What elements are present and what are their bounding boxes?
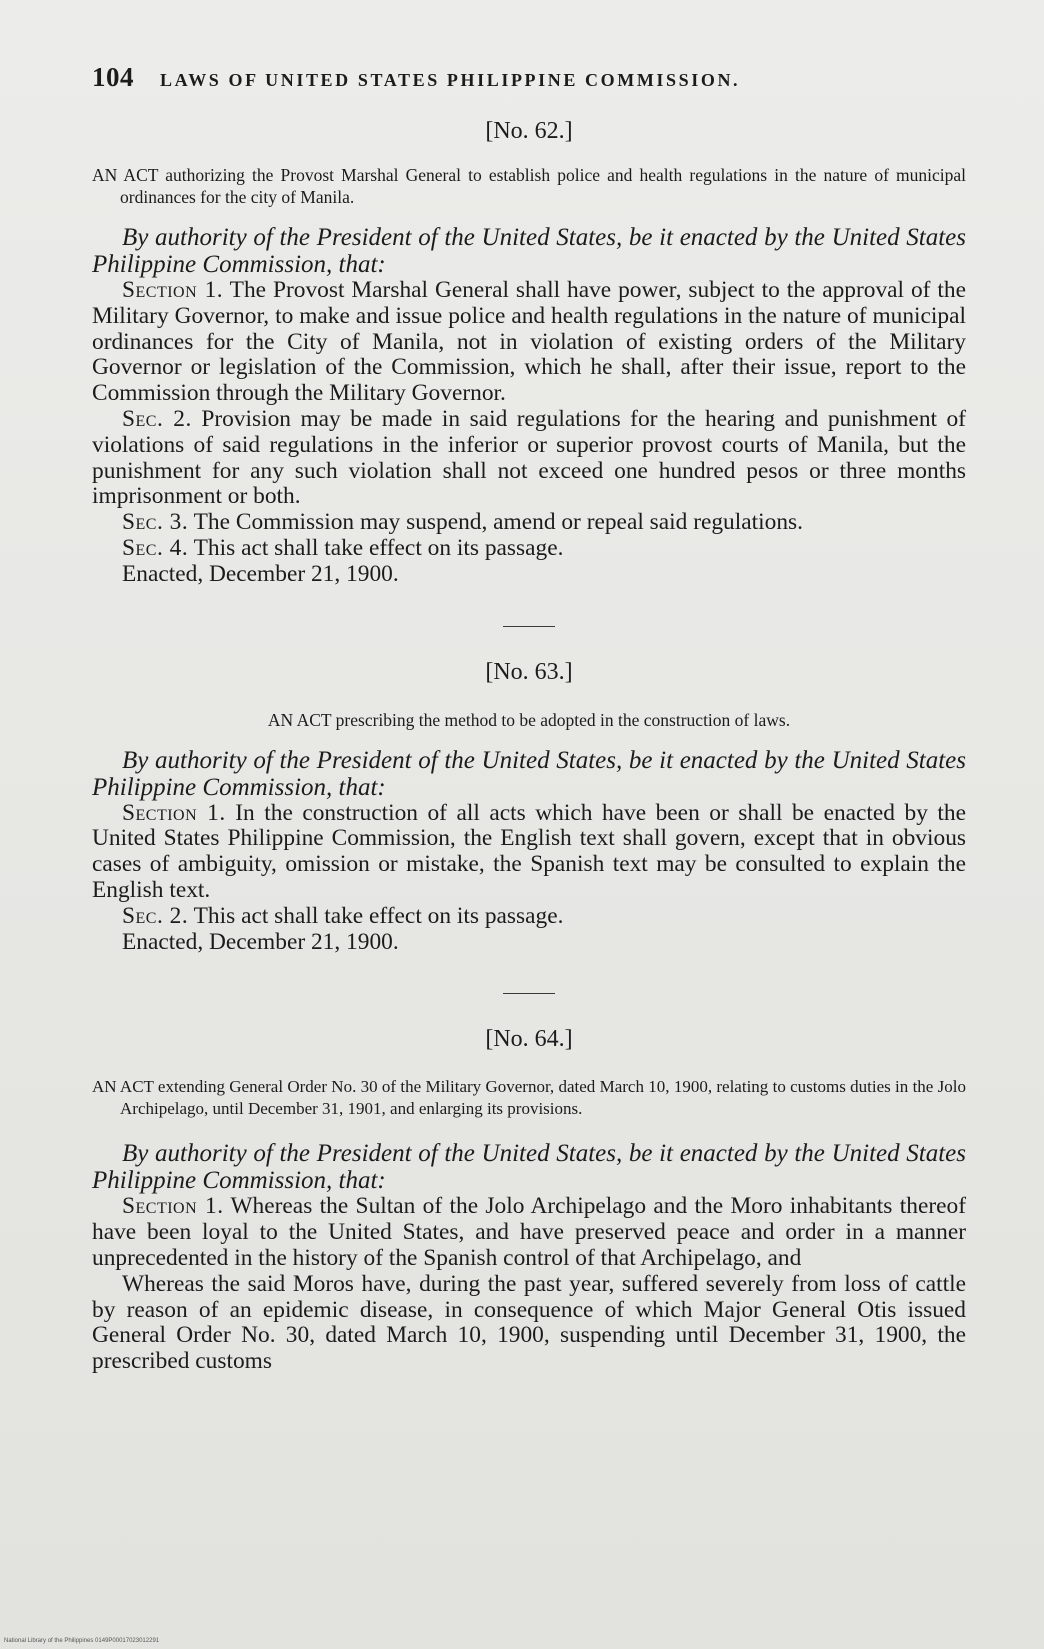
section-text: This act shall take effect on its passage.	[193, 534, 564, 561]
act-number: [No. 63.]	[485, 658, 573, 685]
section-paragraph	[92, 510, 966, 536]
section-text: Whereas the Sultan of the Jolo Archipelago and the Moro inhabitants thereof have been loyal to the United States, and have preserved peace and order in a manner unprecedented in the history of the Spanish control of that Archipelago, and	[92, 1193, 966, 1271]
enacted-date: Enacted, December 21, 1900.	[122, 560, 399, 587]
section-divider	[503, 626, 555, 627]
section-text: This act shall take effect on its passage.	[193, 902, 564, 929]
section-label: Sec. 3.	[122, 509, 189, 536]
page-content	[92, 62, 966, 1375]
section-text: The Commission may suspend, amend or repeal said regulations.	[193, 509, 803, 536]
enacting-clause: By authority of the President of the United States, be it enacted by the United States Philippine Commission, that:	[92, 224, 966, 278]
section-label: Section 1.	[122, 1193, 224, 1220]
section-text: Whereas the said Moros have, during the past year, suffered severely from loss of cattle by reason of an epidemic disease, in consequence of which Major General Otis issued General Order No. 30, dated March 10, 1900, suspending until December 31, 1900, the prescribed customs	[92, 1270, 966, 1375]
act-number: [No. 64.]	[485, 1026, 573, 1053]
section-paragraph	[92, 1194, 966, 1271]
act-64	[92, 1024, 966, 1375]
section-label: Section 1.	[122, 277, 224, 303]
enacted-date: Enacted, December 21, 1900.	[122, 928, 399, 955]
scan-footer: National Library of the Philippines 0149P00017023012291	[4, 1638, 160, 1644]
section-paragraph	[92, 1272, 966, 1375]
act-62	[92, 116, 966, 588]
act-title: AN ACT authorizing the Provost Marshal General to establish police and health regulations in the nature of municipal ordinances for the city of Manila.	[92, 165, 966, 207]
act-title: AN ACT extending General Order No. 30 of the Military Governor, dated March 10, 1900, relating to customs duties in the Jolo Archipelago, until December 31, 1901, and enlarging its provisions.	[92, 1077, 966, 1119]
section-text: In the construction of all acts which have been or shall be enacted by the United States Philippine Commission, the English text shall govern, except that in obvious cases of ambiguity, omission or mistake, the Spanish text may be consulted to explain the English text.	[92, 799, 966, 903]
section-label: Sec. 2.	[122, 405, 192, 432]
enacting-clause: By authority of the President of the United States, be it enacted by the United States Philippine Commission, that:	[92, 1140, 966, 1195]
section-paragraph	[92, 801, 966, 904]
section-label: Sec. 2.	[122, 902, 189, 929]
running-head	[92, 62, 966, 98]
running-title: LAWS OF UNITED STATES PHILIPPINE COMMISSION.	[160, 70, 741, 90]
section-paragraph	[92, 278, 966, 407]
section-paragraph	[92, 904, 966, 930]
enacting-clause: By authority of the President of the United States, be it enacted by the United States Philippine Commission, that:	[92, 746, 966, 801]
section-paragraph	[92, 536, 966, 562]
section-text: The Provost Marshal General shall have power, subject to the approval of the Military Governor, to make and issue police and health regulations in the nature of municipal ordinances for the City of Manila, not in violation of existing orders of the Military Governor or legislation of the Commission, which he shall, after their issue, report to the Commission through the Military Governor.	[92, 277, 966, 407]
section-divider	[503, 993, 555, 994]
act-63	[92, 657, 966, 956]
page-number: 104	[92, 62, 134, 92]
section-text: Provision may be made in said regulations for the hearing and punishment of violations of said regulations in the inferior or superior provost courts of Manila, but the punishment for any such violation shall not exceed one hundred pesos or three months imprisonment or both.	[92, 405, 966, 510]
act-number: [No. 62.]	[485, 118, 573, 144]
section-paragraph	[92, 407, 966, 510]
section-label: Sec. 4.	[122, 534, 189, 561]
act-title: AN ACT prescribing the method to be adopted in the construction of laws.	[267, 709, 791, 730]
section-label: Section 1.	[122, 799, 226, 826]
